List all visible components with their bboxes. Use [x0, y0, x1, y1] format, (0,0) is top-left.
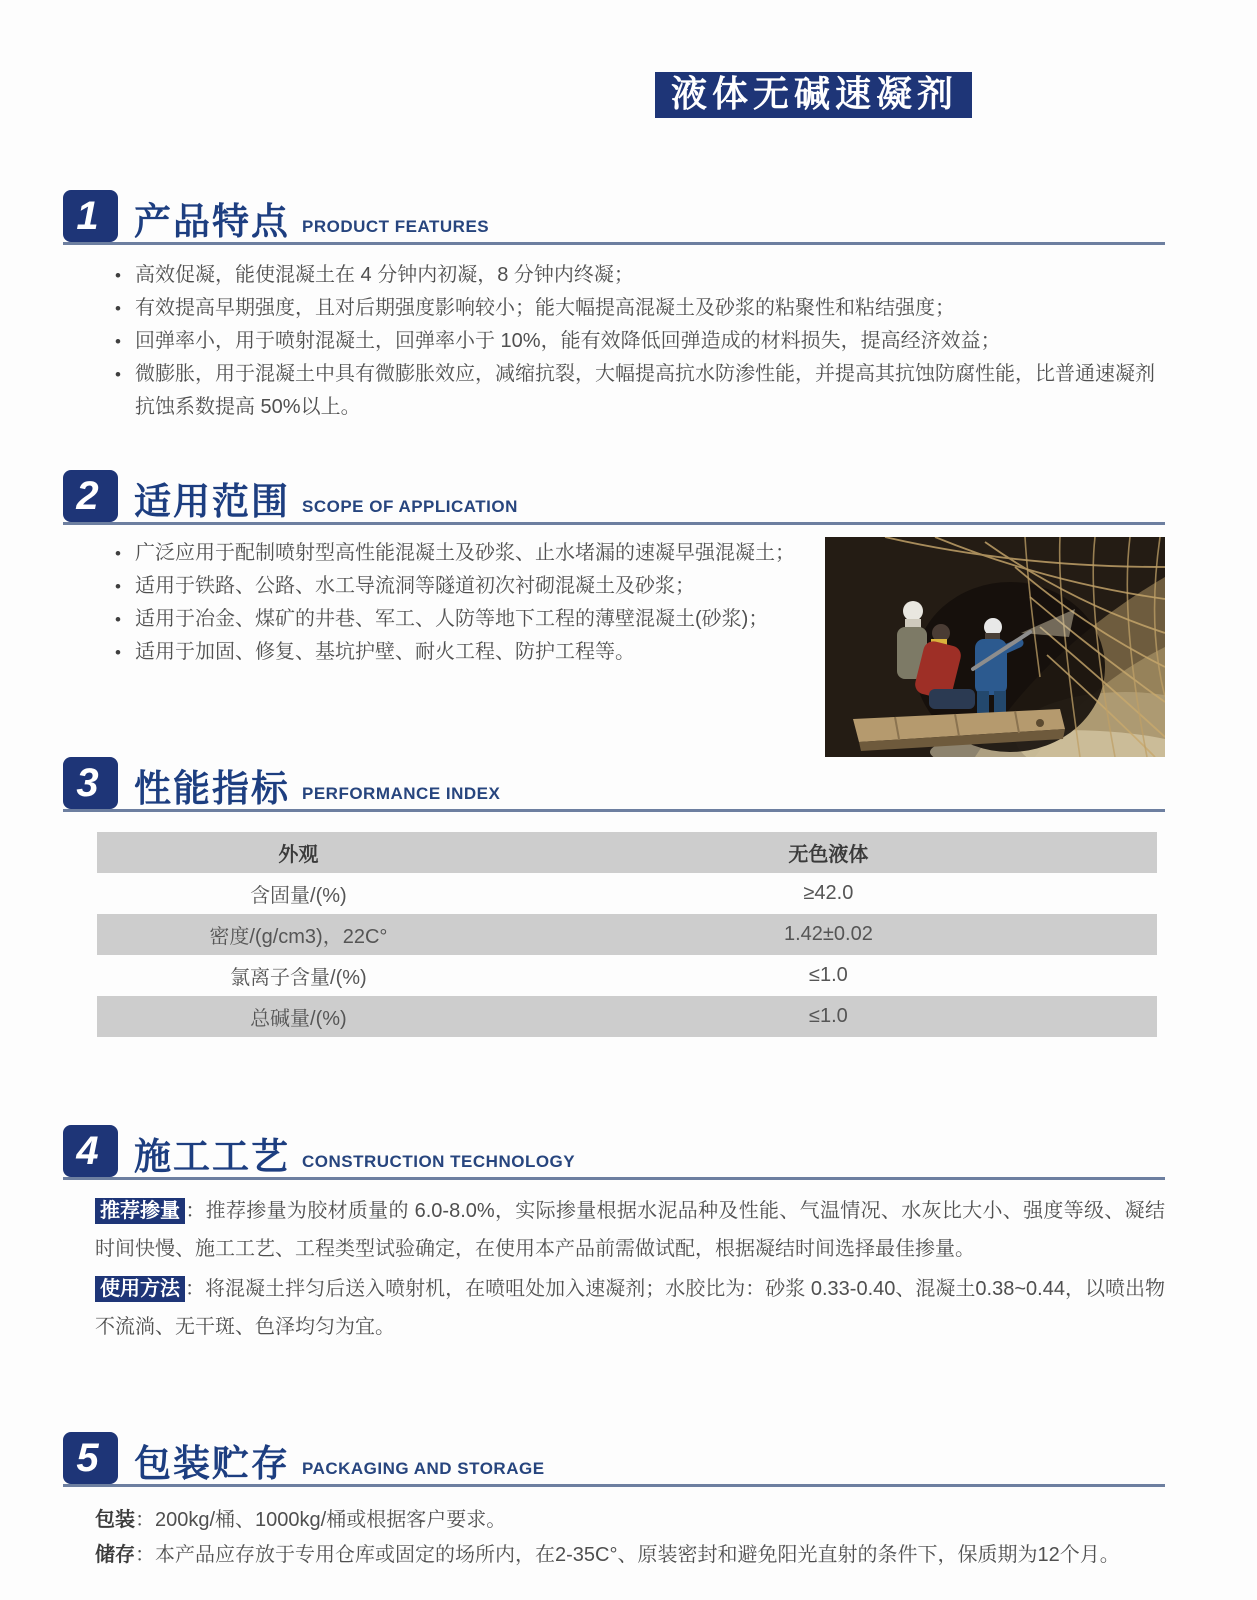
section-title: 包装贮存: [134, 1443, 290, 1484]
section-number-badge: 1: [63, 190, 118, 242]
section-title: 产品特点: [134, 201, 290, 242]
paragraph-recommended-dosage: [95, 1192, 1165, 1268]
table-cell: ≤1.0: [809, 1005, 848, 1027]
tunnel-construction-photo: [825, 537, 1165, 757]
table-row: [97, 914, 1157, 955]
scope-content: [63, 535, 1165, 757]
performance-table: [97, 832, 1157, 1037]
list-item: • 广泛应用于配制喷射型高性能混凝土及砂浆、止水堵漏的速凝早强混凝土；: [115, 537, 825, 570]
construction-paragraphs: [95, 1192, 1165, 1346]
section-packaging-and-storage: [63, 1434, 1165, 1573]
table-header-cell: 外观: [278, 844, 319, 866]
section-title: 性能指标: [134, 768, 290, 809]
section-subtitle: PERFORMANCE INDEX: [302, 784, 501, 803]
packaging-text: ：200kg/桶、1000kg/桶或根据客户要求。: [135, 1509, 507, 1531]
feature-list: [115, 259, 1165, 424]
page-title: 液体无碱速凝剂: [655, 72, 972, 118]
application-list: [115, 537, 825, 757]
paragraph-text: ：将混凝土拌匀后送入喷射机，在喷咀处加入速凝剂；水胶比为：砂浆 0.33-0.40、混凝土0.38~0.44，以喷出物不流淌、无干斑、色泽均匀为宜。: [95, 1278, 1165, 1338]
list-item: • 有效提高早期强度，且对后期强度影响较小；能大幅提高混凝土及砂浆的粘聚性和粘结强度；: [115, 292, 1165, 325]
storage-label: 储存: [95, 1544, 135, 1566]
table-cell: 氯离子含量/(%): [230, 967, 367, 989]
section-number-badge: 2: [63, 470, 118, 522]
table-header-row: [97, 832, 1157, 873]
section-title: 适用范围: [134, 481, 290, 522]
section-construction-technology: [63, 1127, 1165, 1346]
tunnel-photo-illustration: [825, 537, 1165, 757]
section-number-badge: 3: [63, 757, 118, 809]
page-content: [63, 0, 1165, 1573]
table-cell: 含固量/(%): [250, 885, 347, 907]
table-cell: 总碱量/(%): [250, 1008, 347, 1030]
section-header: [63, 1434, 1165, 1487]
table-cell: ≤1.0: [809, 964, 848, 986]
section-header: [63, 192, 1165, 245]
section-performance-index: [63, 759, 1165, 1037]
list-item: • 适用于冶金、煤矿的井巷、军工、人防等地下工程的薄壁混凝土(砂浆)；: [115, 603, 825, 636]
section-subtitle: CONSTRUCTION TECHNOLOGY: [302, 1152, 576, 1171]
section-header: [63, 472, 1165, 525]
table-row: [97, 996, 1157, 1037]
table-cell: 1.42±0.02: [783, 923, 873, 945]
usage-method-badge: 使用方法: [95, 1276, 185, 1302]
table-cell: 密度/(g/cm3)，22C°: [209, 926, 388, 948]
paragraph-text: ：推荐掺量为胶材质量的 6.0-8.0%，实际掺量根据水泥品种及性能、气温情况、水灰比大小、强度等级、凝结时间快慢、施工工艺、工程类型试验确定，在使用本产品前需做试配，根据凝结时间选择最佳掺量。: [95, 1200, 1165, 1260]
list-item: • 微膨胀，用于混凝土中具有微膨胀效应，减缩抗裂，大幅提高抗水防渗性能，并提高其抗蚀防腐性能，比普通速凝剂抗蚀系数提高 50%以上。: [115, 358, 1165, 424]
list-item: • 回弹率小，用于喷射混凝土，回弹率小于 10%，能有效降低回弹造成的材料损失，提高经济效益；: [115, 325, 1165, 358]
recommended-dosage-badge: 推荐掺量: [95, 1198, 185, 1224]
packaging-line: [95, 1503, 1165, 1538]
table-header-cell: 无色液体: [788, 844, 869, 866]
section-scope-of-application: [63, 472, 1165, 757]
section-subtitle: PRODUCT FEATURES: [302, 217, 490, 236]
section-product-features: [63, 192, 1165, 424]
packaging-storage-lines: [95, 1503, 1165, 1573]
section-header: [63, 1127, 1165, 1180]
storage-text: ：本产品应存放于专用仓库或固定的场所内，在2-35C°、原装密封和避免阳光直射的条件下，保质期为12个月。: [135, 1544, 1120, 1566]
paragraph-usage-method: [95, 1270, 1165, 1346]
table-cell: ≥42.0: [803, 882, 854, 904]
section-number-badge: 4: [63, 1125, 118, 1177]
list-item: • 适用于铁路、公路、水工导流洞等隧道初次衬砌混凝土及砂浆；: [115, 570, 825, 603]
section-subtitle: PACKAGING AND STORAGE: [302, 1459, 545, 1478]
section-subtitle: SCOPE OF APPLICATION: [302, 497, 518, 516]
storage-line: [95, 1538, 1165, 1573]
packaging-label: 包装: [95, 1509, 135, 1531]
section-header: [63, 759, 1165, 812]
section-title: 施工工艺: [134, 1136, 290, 1177]
table-row: [97, 873, 1157, 914]
section-number-badge: 5: [63, 1432, 118, 1484]
table-row: [97, 955, 1157, 996]
list-item: • 适用于加固、修复、基坑护壁、耐火工程、防护工程等。: [115, 636, 825, 669]
list-item: • 高效促凝，能使混凝土在 4 分钟内初凝，8 分钟内终凝；: [115, 259, 1165, 292]
